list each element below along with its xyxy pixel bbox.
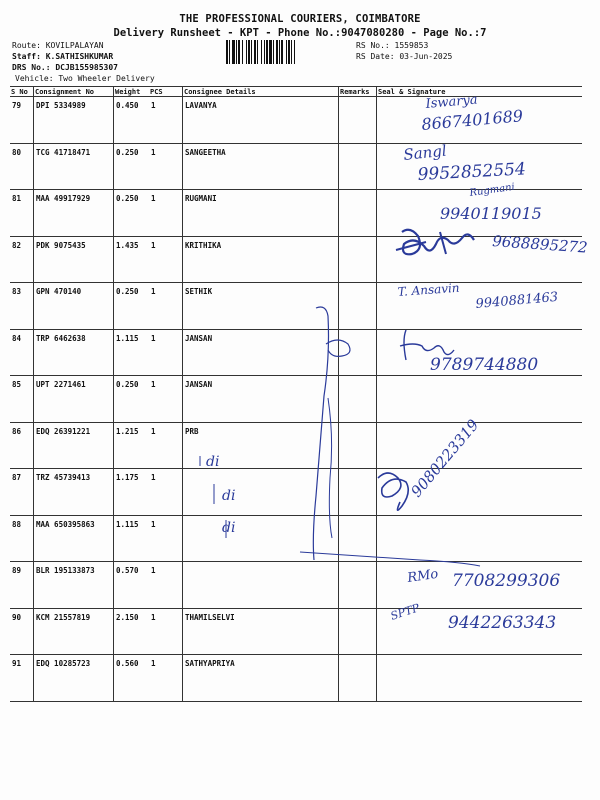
- cell-remarks: [339, 97, 377, 144]
- table-row: [10, 422, 582, 469]
- cell-weight: 0.250: [114, 376, 150, 423]
- staff-value: K.SATHISHKUMAR: [45, 52, 114, 61]
- signature-80: Sangl: [402, 141, 448, 164]
- cell-consignment: TRP 6462638: [34, 329, 114, 376]
- cell-sno: 90: [10, 608, 34, 655]
- rs-date-line: RS Date: 03-Jun-2025: [356, 52, 453, 61]
- cell-consignment: PDK 9075435: [34, 236, 114, 283]
- cell-consignee: SATHYAPRIYA: [183, 655, 339, 702]
- cell-remarks: [339, 422, 377, 469]
- signature-83: T. Ansavin: [397, 280, 460, 299]
- col-pcs: PCS: [149, 87, 183, 97]
- cell-consignment: KCM 21557819: [34, 608, 114, 655]
- cell-signature: [377, 655, 583, 702]
- rs-no-value: 1559853: [394, 41, 429, 50]
- signature-91: SPTP: [388, 601, 422, 623]
- cell-weight: 0.250: [114, 190, 150, 237]
- col-weight: Weight: [114, 87, 150, 97]
- cell-signature: [377, 376, 583, 423]
- mark-88: di: [222, 488, 236, 504]
- phone-82: 9688895272: [491, 232, 589, 257]
- cell-signature: [377, 515, 583, 562]
- runsheet-subtitle: Delivery Runsheet - KPT - Phone No.:9047080280 - Page No.:7: [113, 27, 487, 39]
- table-row: [10, 562, 582, 609]
- cell-consignee: KRITHIKA: [183, 236, 339, 283]
- phone-85: 9789744880: [430, 355, 539, 375]
- cell-weight: 0.570: [114, 562, 150, 609]
- cell-consignment: BLR 195133873: [34, 562, 114, 609]
- cell-pcs: 1: [149, 190, 183, 237]
- cell-weight: 2.150: [114, 608, 150, 655]
- cell-weight: 1.115: [114, 515, 150, 562]
- cell-sno: 81: [10, 190, 34, 237]
- phone-80: 9952852554: [417, 159, 527, 185]
- route-value: KOVILPALAYAN: [45, 41, 104, 50]
- cell-weight: 1.175: [114, 469, 150, 516]
- cell-pcs: 1: [149, 515, 183, 562]
- cell-consignee: LAVANYA: [183, 97, 339, 144]
- cell-sno: 84: [10, 329, 34, 376]
- cell-sno: 91: [10, 655, 34, 702]
- cell-pcs: 1: [149, 97, 183, 144]
- signature-81: Rugmani: [468, 181, 516, 199]
- cell-consignee: SANGEETHA: [183, 143, 339, 190]
- cell-remarks: [339, 562, 377, 609]
- signature-79: Iswarya: [425, 92, 479, 112]
- cell-pcs: 1: [149, 283, 183, 330]
- cell-consignee: [183, 469, 339, 516]
- cell-signature: [377, 608, 583, 655]
- cell-remarks: [339, 469, 377, 516]
- cell-weight: 1.115: [114, 329, 150, 376]
- table-row: [10, 97, 582, 144]
- mark-89: di: [222, 520, 236, 536]
- cell-sno: 89: [10, 562, 34, 609]
- cell-remarks: [339, 236, 377, 283]
- cell-weight: 0.450: [114, 97, 150, 144]
- cell-consignment: TRZ 45739413: [34, 469, 114, 516]
- cell-remarks: [339, 143, 377, 190]
- route-line: Route: KOVILPALAYAN: [12, 41, 104, 50]
- cell-pcs: 1: [149, 376, 183, 423]
- cell-consignee: THAMILSELVI: [183, 608, 339, 655]
- cell-sno: 83: [10, 283, 34, 330]
- cell-sno: 85: [10, 376, 34, 423]
- cell-consignee: RUGMANI: [183, 190, 339, 237]
- cell-remarks: [339, 515, 377, 562]
- cell-sno: 87: [10, 469, 34, 516]
- cell-signature: [377, 280, 583, 330]
- cell-consignee: [183, 515, 339, 562]
- table-row: [10, 236, 582, 283]
- cell-signature: [377, 97, 583, 144]
- cell-weight: 1.435: [114, 236, 150, 283]
- vehicle-line: Vehicle: Two Wheeler Delivery: [15, 74, 155, 83]
- cell-signature: [377, 236, 583, 283]
- phone-81: 9940119015: [440, 204, 542, 223]
- cell-sno: 86: [10, 422, 34, 469]
- cell-weight: 0.560: [114, 655, 150, 702]
- cell-consignee: JANSAN: [183, 376, 339, 423]
- table-row: [10, 329, 582, 376]
- mark-87: di: [206, 454, 220, 470]
- staff-line: Staff: K.SATHISHKUMAR: [12, 52, 114, 61]
- cell-weight: 0.250: [114, 143, 150, 190]
- table-row: [10, 469, 582, 516]
- cell-pcs: 1: [149, 562, 183, 609]
- cell-consignment: DPI 5334989: [34, 97, 114, 144]
- cell-consignee: SETHIK: [183, 283, 339, 330]
- cell-sno: 88: [10, 515, 34, 562]
- barcode-bar: [295, 40, 298, 64]
- phone-90: 7708299306: [452, 571, 561, 591]
- barcode: [226, 40, 352, 64]
- table-header-row: [10, 87, 582, 97]
- cell-remarks: [339, 655, 377, 702]
- cell-signature: [377, 422, 583, 469]
- cell-signature: [377, 329, 583, 376]
- cell-consignment: MAA 49917929: [34, 190, 114, 237]
- cell-signature: [377, 190, 583, 237]
- col-consignment: Consignment No: [34, 87, 114, 97]
- cell-signature: [377, 562, 583, 609]
- company-title: THE PROFESSIONAL COURIERS, COIMBATORE: [179, 13, 421, 25]
- vehicle-value: Two Wheeler Delivery: [58, 74, 155, 83]
- cell-remarks: [339, 329, 377, 376]
- table-row: [10, 515, 582, 562]
- drs-line: DRS No.: DCJB155985307: [12, 63, 118, 72]
- col-remarks: Remarks: [339, 87, 377, 97]
- cell-consignee: [183, 562, 339, 609]
- cell-signature: [377, 143, 583, 190]
- cell-pcs: 1: [149, 655, 183, 702]
- cell-pcs: 1: [149, 422, 183, 469]
- cell-consignment: GPN 470140: [34, 283, 114, 330]
- cell-pcs: 1: [149, 329, 183, 376]
- drs-value: DCJB155985307: [55, 63, 118, 72]
- cell-pcs: 1: [149, 143, 183, 190]
- cell-consignee: PRB: [183, 422, 339, 469]
- cell-consignment: TCG 41718471: [34, 143, 114, 190]
- cell-pcs: 1: [149, 469, 183, 516]
- rs-date-value: 03-Jun-2025: [399, 52, 453, 61]
- col-seal-signature: Seal & Signature: [377, 87, 583, 97]
- table-row: [10, 143, 582, 190]
- cell-sno: 79: [10, 97, 34, 144]
- cell-remarks: [339, 376, 377, 423]
- cell-remarks: [339, 608, 377, 655]
- rs-no-line: RS No.: 1559853: [356, 41, 429, 50]
- phone-83: 9940881463: [475, 289, 559, 312]
- col-consignee: Consignee Details: [183, 87, 339, 97]
- phone-87-89: 9080223319: [407, 415, 483, 501]
- cell-consignment: UPT 2271461: [34, 376, 114, 423]
- table-row: [10, 655, 582, 702]
- cell-consignment: EDQ 10285723: [34, 655, 114, 702]
- cell-signature: [377, 469, 583, 516]
- phone-79: 8667401689: [420, 106, 524, 134]
- cell-consignment: MAA 650395863: [34, 515, 114, 562]
- cell-consignment: EDQ 26391221: [34, 422, 114, 469]
- cell-remarks: [339, 190, 377, 237]
- runsheet-table: [10, 86, 582, 702]
- cell-sno: 82: [10, 236, 34, 283]
- cell-weight: 1.215: [114, 422, 150, 469]
- col-sno: S No: [10, 87, 34, 97]
- table-row: [10, 608, 582, 655]
- phone-91: 9442263343: [448, 613, 557, 633]
- signature-90: RMo: [406, 566, 440, 586]
- cell-pcs: 1: [149, 608, 183, 655]
- table-row: [10, 190, 582, 237]
- cell-weight: 0.250: [114, 283, 150, 330]
- cell-remarks: [339, 283, 377, 330]
- cell-consignee: JANSAN: [183, 329, 339, 376]
- table-row: [10, 283, 582, 330]
- cell-sno: 80: [10, 143, 34, 190]
- table-row: [10, 376, 582, 423]
- cell-pcs: 1: [149, 236, 183, 283]
